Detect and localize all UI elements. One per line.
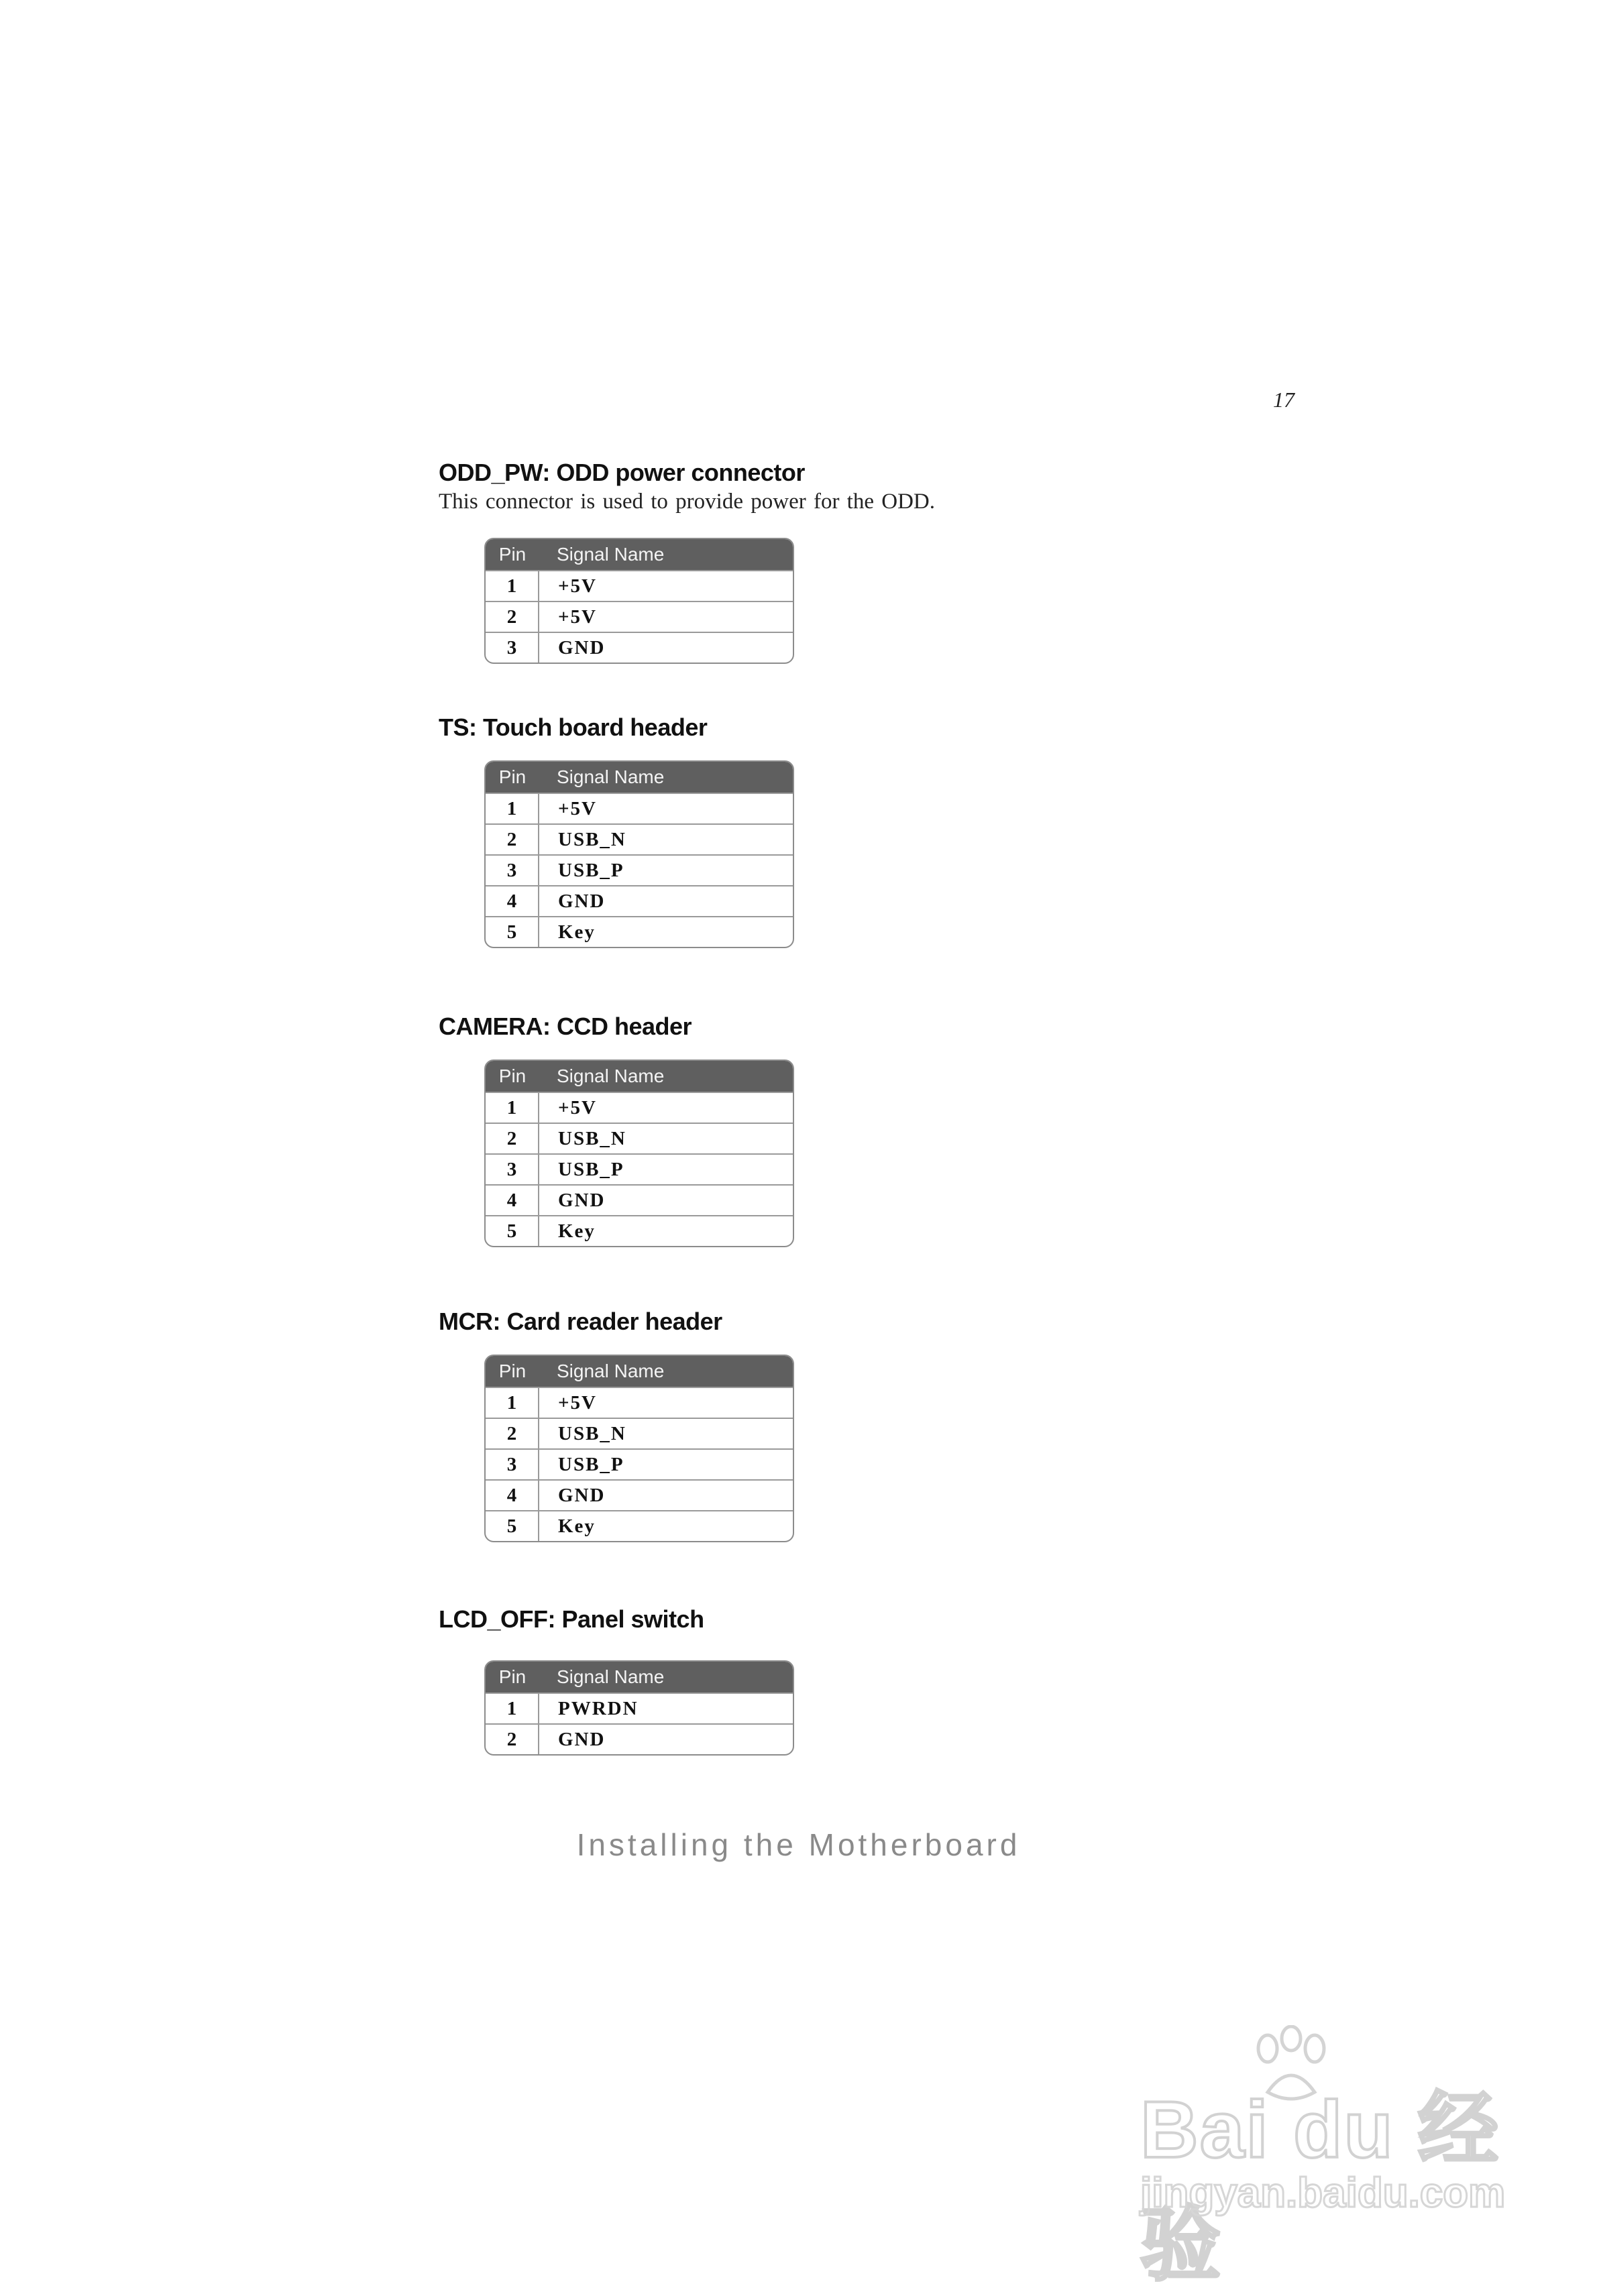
page-number: 17: [1273, 388, 1295, 412]
table-row: [486, 1692, 793, 1723]
signal-cell: Key: [558, 1220, 596, 1242]
section-odd-pw: [439, 459, 935, 515]
pin-cell: 4: [486, 886, 539, 916]
table-row: [486, 1510, 793, 1541]
table-header: [486, 762, 793, 793]
signal-cell: PWRDN: [558, 1697, 639, 1719]
pin-cell: 5: [486, 1216, 539, 1246]
table-header: [486, 1662, 793, 1692]
table-row: [486, 632, 793, 663]
pin-cell: 3: [486, 1450, 539, 1479]
pin-cell: 3: [486, 1155, 539, 1184]
pin-cell: 2: [486, 1124, 539, 1153]
signal-cell: USB_P: [558, 1453, 624, 1475]
baidu-watermark: [1140, 2025, 1516, 2290]
table-row: [486, 570, 793, 601]
signal-cell: +5V: [558, 797, 597, 819]
watermark-url: jingyan.baidu.com: [1140, 2170, 1506, 2216]
table-row: [486, 1184, 793, 1215]
signal-cell: +5V: [558, 575, 597, 597]
section-ts: [439, 713, 707, 742]
pin-cell: 2: [486, 825, 539, 854]
pin-table-camera: [484, 1059, 794, 1247]
signal-cell: GND: [558, 1728, 606, 1750]
header-signal-name: Signal Name: [557, 1666, 665, 1687]
table-row: [486, 793, 793, 823]
pin-table-lcd-off: [484, 1660, 794, 1756]
header-pin: Pin: [498, 1666, 527, 1687]
table-row: [486, 885, 793, 916]
signal-cell: USB_N: [558, 828, 626, 850]
signal-cell: +5V: [558, 1391, 597, 1414]
section-mcr: [439, 1308, 722, 1336]
pin-cell: 1: [486, 1694, 539, 1723]
table-row: [486, 1153, 793, 1184]
table-row: [486, 1418, 793, 1448]
header-pin: Pin: [498, 766, 527, 787]
table-row: [486, 1479, 793, 1510]
signal-cell: USB_N: [558, 1422, 626, 1444]
pin-cell: 1: [486, 1388, 539, 1418]
signal-cell: USB_N: [558, 1127, 626, 1149]
table-row: [486, 1387, 793, 1418]
section-description: This connector is used to provide power for the ODD.: [439, 490, 935, 514]
table-row: [486, 1215, 793, 1246]
header-pin: Pin: [498, 544, 527, 565]
signal-cell: USB_P: [558, 859, 624, 881]
signal-cell: GND: [558, 636, 606, 658]
table-header: [486, 1061, 793, 1092]
pin-cell: 1: [486, 1093, 539, 1123]
signal-cell: Key: [558, 1515, 596, 1537]
table-row: [486, 916, 793, 947]
pin-table-mcr: [484, 1355, 794, 1542]
signal-cell: GND: [558, 1484, 606, 1506]
table-row: [486, 854, 793, 885]
table-row: [486, 1092, 793, 1123]
watermark-brand: Bai du 经验: [1140, 2085, 1500, 2290]
table-row: [486, 1123, 793, 1153]
signal-cell: GND: [558, 890, 606, 912]
header-signal-name: Signal Name: [557, 1066, 665, 1086]
table-header: [486, 1356, 793, 1387]
signal-cell: +5V: [558, 1096, 597, 1118]
signal-cell: Key: [558, 921, 596, 943]
pin-table-odd-pw: [484, 538, 794, 664]
pin-cell: 5: [486, 917, 539, 947]
pin-cell: 1: [486, 794, 539, 823]
table-header: [486, 539, 793, 570]
signal-cell: GND: [558, 1189, 606, 1211]
header-signal-name: Signal Name: [557, 1361, 665, 1381]
table-row: [486, 1448, 793, 1479]
signal-cell: +5V: [558, 606, 597, 628]
page-footer: Installing the Motherboard: [576, 1827, 1021, 1862]
header-pin: Pin: [498, 1066, 527, 1086]
section-title: MCR: Card reader header: [439, 1308, 722, 1335]
pin-cell: 4: [486, 1481, 539, 1510]
section-title: LCD_OFF: Panel switch: [439, 1605, 704, 1633]
section-camera: [439, 1013, 692, 1041]
table-row: [486, 823, 793, 854]
header-signal-name: Signal Name: [557, 766, 665, 787]
table-row: [486, 1723, 793, 1754]
section-title: ODD_PW: ODD power connector: [439, 459, 805, 486]
pin-cell: 4: [486, 1186, 539, 1215]
pin-cell: 5: [486, 1511, 539, 1541]
header-signal-name: Signal Name: [557, 544, 665, 565]
pin-cell: 2: [486, 1725, 539, 1754]
pin-table-ts: [484, 760, 794, 948]
table-row: [486, 601, 793, 632]
pin-cell: 3: [486, 856, 539, 885]
signal-cell: USB_P: [558, 1158, 624, 1180]
pin-cell: 1: [486, 571, 539, 601]
section-lcd-off: [439, 1605, 704, 1633]
header-pin: Pin: [498, 1361, 527, 1381]
section-title: CAMERA: CCD header: [439, 1013, 692, 1040]
section-title: TS: Touch board header: [439, 713, 708, 741]
pin-cell: 2: [486, 602, 539, 632]
pin-cell: 3: [486, 633, 539, 663]
pin-cell: 2: [486, 1419, 539, 1448]
